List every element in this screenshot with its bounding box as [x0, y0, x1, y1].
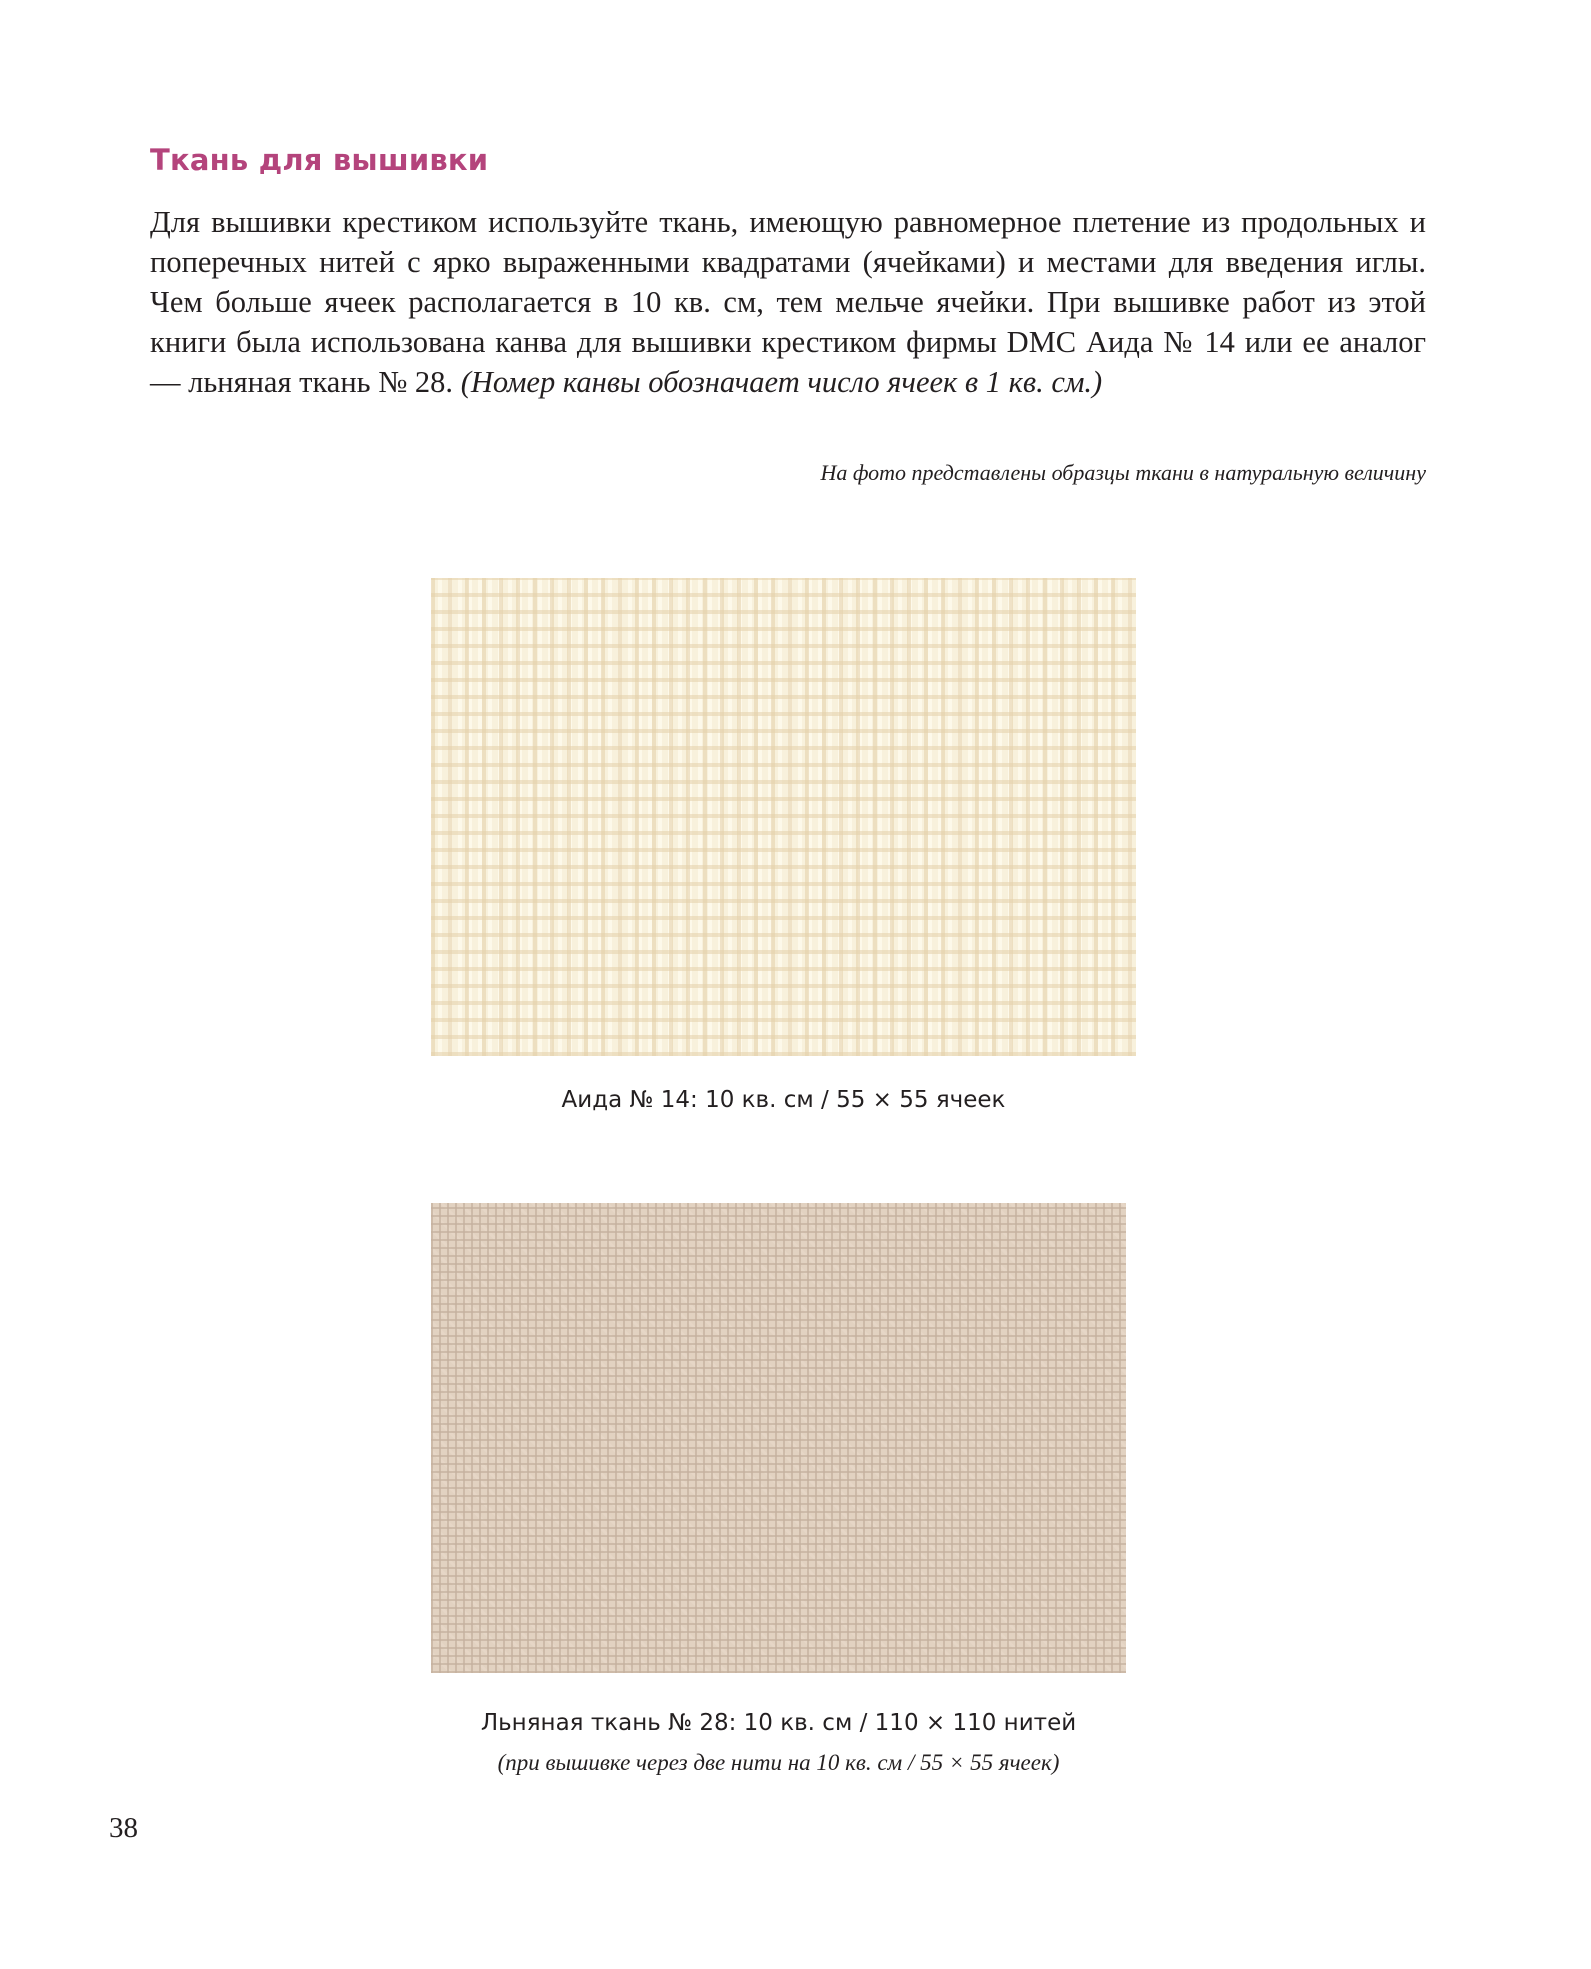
aida-caption: Аида № 14: 10 кв. см / 55 × 55 ячеек — [561, 1087, 1006, 1113]
body-paragraph-text: Для вышивки крестиком используйте ткань, имеющую равномерное плетение из продольных и поперечных нитей с ярко выраженными квадратами (ячейками) и местами для введения иглы. Чем больше ячеек располагается в 10 кв. см, тем мельче ячейки. При вышивке работ из этой книги была использована канва для вышивки крестиком фирмы DMC Аида № 14 или ее аналог — льняная ткань № 28. — [150, 205, 1426, 399]
page-number: 38 — [109, 1812, 138, 1844]
photo-note: На фото представлены образцы ткани в натуральную величину — [820, 460, 1426, 485]
linen-fabric-swatch — [431, 1203, 1126, 1673]
body-paragraph — [150, 202, 1426, 402]
body-paragraph-note: (Номер канвы обозначает число ячеек в 1 кв. см.) — [460, 365, 1103, 399]
aida-fabric-swatch — [431, 578, 1136, 1056]
section-heading: Ткань для вышивки — [150, 143, 489, 177]
linen-subcaption: (при вышивке через две нити на 10 кв. см / 55 × 55 ячеек) — [497, 1750, 1060, 1775]
linen-caption: Льняная ткань № 28: 10 кв. см / 110 × 110 нитей — [480, 1710, 1077, 1736]
